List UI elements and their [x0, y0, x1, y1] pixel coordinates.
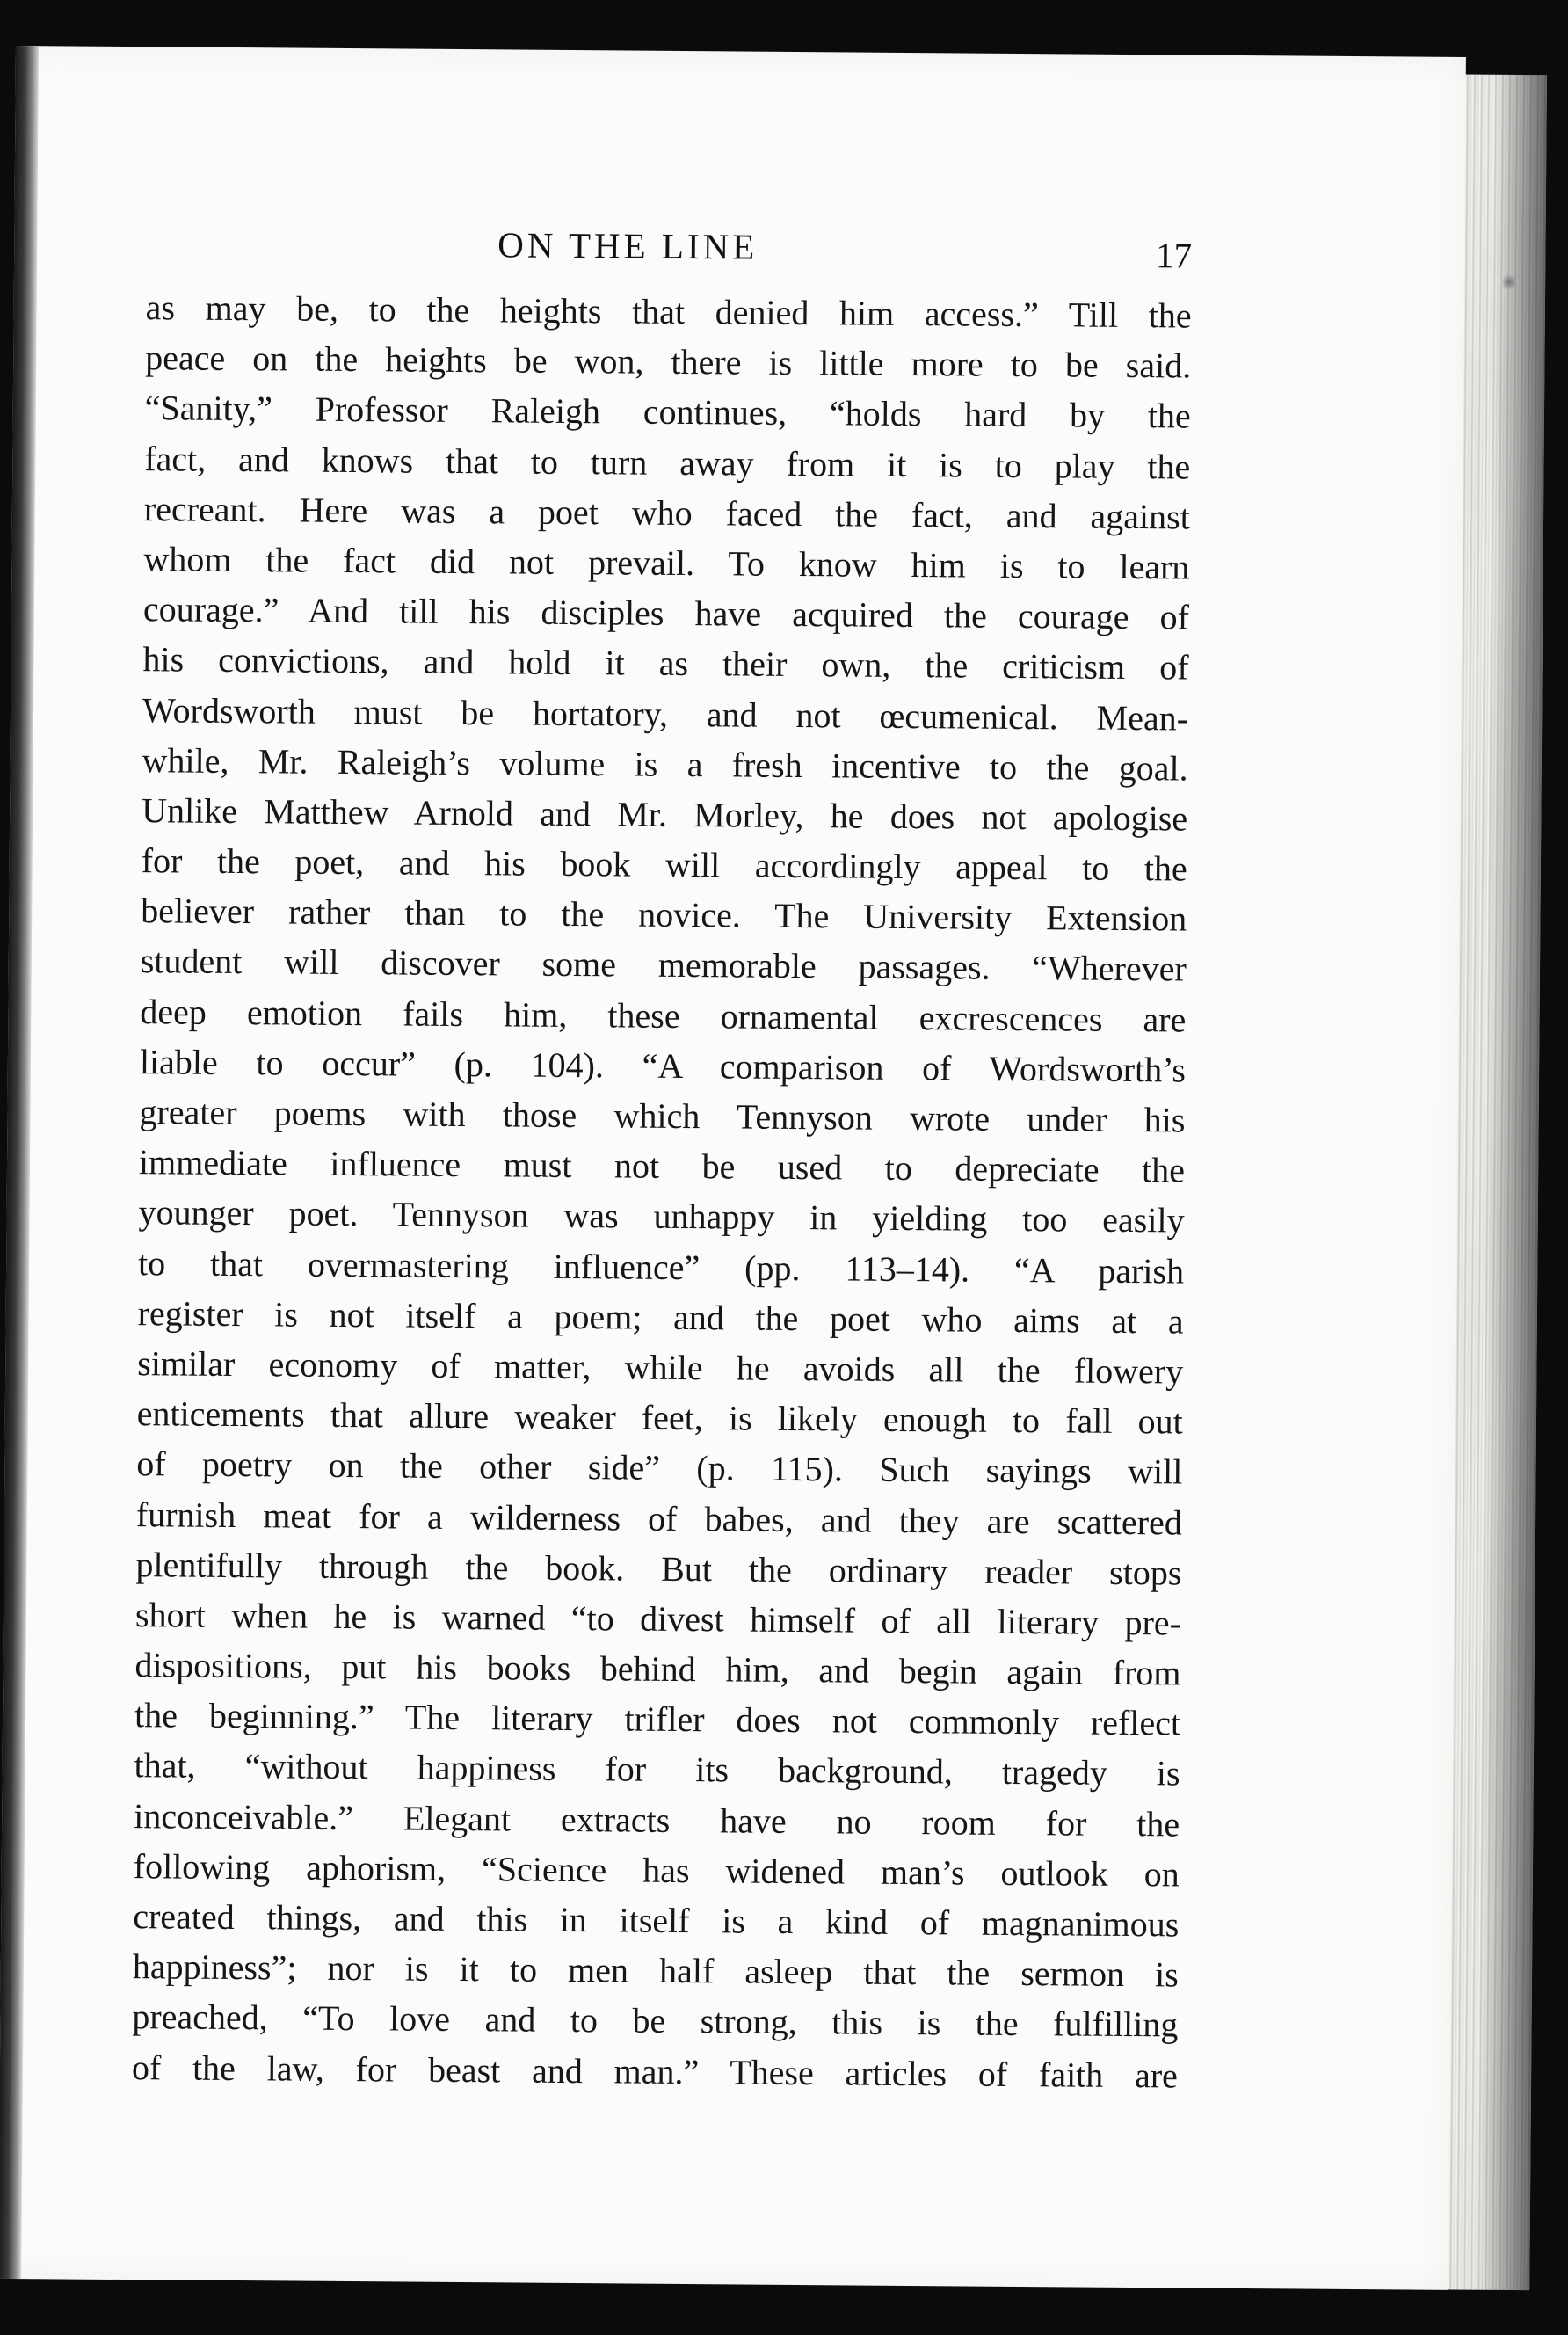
text-line: register is not itself a poem; and the poet who aims at a: [137, 1292, 1184, 1342]
text-line: that, “without happiness for its background, tragedy is: [134, 1745, 1180, 1793]
text-line: recreant. Here was a poet who faced the fact, and against: [143, 488, 1191, 537]
binding-gutter: [0, 46, 39, 2279]
text-line: of the law, for beast and man.” These articles of faith are: [131, 2047, 1179, 2096]
page-sheet: [0, 46, 1466, 2290]
text-line: Unlike Matthew Arnold and Mr. Morley, he does not apologise: [141, 790, 1188, 839]
text-line: younger poet. Tennyson was unhappy in yielding too easily: [138, 1192, 1185, 1240]
text-line: his convictions, and hold it as their own, the criticism of: [142, 639, 1189, 687]
text-line: similar economy of matter, while he avoids all the flowery: [137, 1343, 1184, 1392]
text-line: Wordsworth must be hortatory, and not œcumenical. Mean-: [142, 689, 1189, 738]
text-line: peace on the heights be won, there is little more to be said.: [145, 338, 1192, 386]
page-header: [146, 221, 1192, 281]
text-line: “Sanity,” Professor Raleigh continues, “holds hard by the: [144, 388, 1191, 436]
text-line: dispositions, put his books behind him, and begin again from: [134, 1645, 1181, 1693]
text-line: plentifully through the book. But the ordinary reader stops: [135, 1544, 1182, 1593]
text-line: believer rather than to the novice. The University Extension: [141, 891, 1187, 939]
text-line: as may be, to the heights that denied him access.” Till the: [145, 287, 1192, 336]
text-line: enticements that allure weaker feet, is likely enough to fall out: [136, 1393, 1183, 1442]
text-line: liable to occur” (p. 104). “A comparison of Wordsworth’s: [139, 1041, 1187, 1090]
text-line: created things, and this in itself is a kind of magnanimous: [133, 1896, 1180, 1945]
text-line: short when he is warned “to divest himself of all literary pre-: [134, 1594, 1182, 1643]
text-line: deep emotion fails him, these ornamental excrescences are: [140, 991, 1187, 1040]
text-line: courage.” And till his disciples have acquired the courage of: [142, 589, 1190, 637]
text-line: fact, and knows that to turn away from it is to play the: [144, 438, 1191, 487]
page-number: 17: [1155, 235, 1193, 276]
body-text: [132, 282, 1192, 2100]
text-line: while, Mr. Raleigh’s volume is a fresh incentive to the goal.: [142, 739, 1188, 789]
running-head: ON THE LINE: [497, 224, 759, 267]
text-line: furnish meat for a wilderness of babes, and they are scattered: [135, 1494, 1183, 1542]
text-line: inconceivable.” Elegant extracts have no room for the: [134, 1795, 1180, 1844]
text-line: happiness”; nor is it to men half asleep that the sermon is: [132, 1946, 1179, 1995]
text-line: greater poems with those which Tennyson wrote under his: [139, 1092, 1186, 1140]
text-line: of poetry on the other side” (p. 115). Such sayings will: [136, 1444, 1183, 1492]
text-line: whom the fact did not prevail. To know him is to learn: [143, 539, 1190, 587]
scan-speck: [1503, 273, 1515, 292]
text-line: following aphorism, “Science has widened man’s outlook on: [133, 1845, 1180, 1895]
text-line: preached, “To love and to be strong, this is the fulfilling: [132, 1997, 1179, 2045]
text-line: immediate influence must not be used to depreciate the: [138, 1142, 1186, 1190]
text-line: the beginning.” The literary trifler does not commonly reflect: [134, 1695, 1181, 1743]
text-line: to that overmastering influence” (pp. 113–14). “A parish: [137, 1242, 1185, 1291]
text-line: student will discover some memorable passages. “Wherever: [140, 941, 1187, 989]
text-line: for the poet, and his book will accordingly appeal to the: [141, 840, 1187, 889]
